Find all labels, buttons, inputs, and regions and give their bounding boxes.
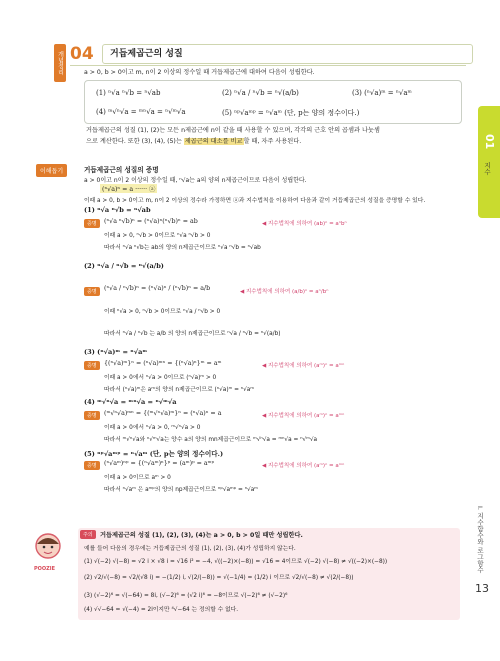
explain-heading: 거듭제곱근의 성질의 증명 (84, 166, 159, 174)
property-2: (2) ⁿ√a / ⁿ√b = ⁿ√(a/b) (222, 89, 299, 97)
poozie-avatar-icon (30, 530, 66, 566)
proof-3-badge: 증명 (84, 361, 100, 370)
proof-4-head: (4) ᵐ√ⁿ√a = ᵐⁿ√a = ⁿ√ᵐ√a (84, 398, 177, 406)
proof-4-l2: 이때 a > 0에서 ⁿ√a > 0, ᵐ√ⁿ√a > 0 (104, 425, 201, 431)
caution-line-3: (3) (√−2)⁶ = √(−64) = 8i, (√−2)⁶ = (√2 i)⁶ = −8이므로 √(−2)⁶ ≠ (√−2)⁶ (84, 593, 288, 599)
proof-5-head: (5) ⁿᵖ√aᵐᵖ = ⁿ√aᵐ (단, p는 양의 정수이다.) (84, 450, 224, 458)
section-title: 거듭제곱근의 성질 (102, 44, 473, 64)
proof-3-l2: 이때 a > 0에서 ⁿ√a > 0이므로 (ⁿ√a)ᵐ > 0 (104, 375, 217, 381)
page-number: 13 (475, 582, 489, 595)
unit-label: I. 지수함수와 로그함수 (476, 506, 484, 573)
description-line-2: 으로 계산한다. 또한 (3), (4), (5)는 제곱근의 대소를 비교할 때, 자주 사용된다. (86, 138, 302, 145)
proof-2-head: (2) ⁿ√a / ⁿ√b = ⁿ√(a/b) (84, 262, 164, 270)
proof-1-note: ◀ 지수법칙에 의하여 (ab)ⁿ = aⁿbⁿ (262, 221, 347, 227)
proof-1-l2: 이때 a > 0, ⁿ√b > 0이므로 ⁿ√a ⁿ√b > 0 (104, 233, 211, 239)
section-number: 04 (70, 44, 94, 64)
title-divider (70, 65, 466, 66)
description-line-1: 거듭제곱근의 성질 (1), (2)는 모든 n제곱근에 n이 같을 때 사용할 수 있으며, 각각의 근호 안의 곱셈과 나눗셈 (86, 127, 380, 134)
caution-heading: 거듭제곱근의 성질 (1), (2), (3), (4)는 a > 0, b > 0일 때만 성립한다. (100, 532, 303, 539)
explain-line-2: 이때 a > 0, b > 0이고 m, n이 2 이상의 정수라 가정하면 ⓐ과 지수법칙을 이용하여 다음과 같이 거듭제곱근의 성질을 증명할 수 있다. (84, 198, 426, 204)
explain-line-1: a > 0이고 n이 2 이상의 정수일 때, ⁿ√a는 a의 양의 n제곱근이므로 다음이 성립한다. (84, 177, 307, 184)
proof-2-l1: (ⁿ√a / ⁿ√b)ⁿ = (ⁿ√a)ⁿ / (ⁿ√b)ⁿ = a/b (104, 285, 211, 292)
proof-3-l1: {(ⁿ√a)ᵐ}ⁿ = (ⁿ√a)ᵐⁿ = {(ⁿ√a)ⁿ}ᵐ = aᵐ (104, 360, 222, 367)
proof-5-badge: 증명 (84, 461, 100, 470)
caution-badge: 주의 (80, 530, 96, 539)
proof-4-note: ◀ 지수법칙에 의하여 (aᵐ)ⁿ = aᵐⁿ (262, 413, 345, 419)
caution-line-1: (1) √(−2) √(−8) = √2 i × √8 i = √16 i² = −4, √((−2)×(−8)) = √16 = 4이므로 √(−2) √(−8) ≠ √((−2)×(−8)) (84, 559, 388, 565)
proof-1-l1: (ⁿ√a ⁿ√b)ⁿ = (ⁿ√a)ⁿ(ⁿ√b)ⁿ = ab (104, 218, 198, 225)
proof-2-badge: 증명 (84, 287, 100, 296)
proof-5-l2: 이때 a > 0이므로 aᵐ > 0 (104, 475, 171, 481)
proof-3-l3: 따라서 (ⁿ√a)ᵐ은 aᵐ의 양의 n제곱근이므로 (ⁿ√a)ᵐ = ⁿ√aᵐ (104, 387, 254, 393)
property-1: (1) ⁿ√a ⁿ√b = ⁿ√ab (96, 89, 161, 97)
proof-1-badge: 증명 (84, 219, 100, 228)
intro-text: a > 0, b > 0이고 m, n이 2 이상의 정수일 때 거듭제곱근에 대하여 다음이 성립한다. (84, 69, 315, 76)
caution-line-0: 예를 들어 다음의 경우에는 거듭제곱근의 성질 (1), (2), (3), (4)가 성립하지 않는다. (84, 546, 296, 552)
proof-4-l3: 따라서 ᵐ√ⁿ√a와 ⁿ√ᵐ√a는 양수 a의 양의 mn제곱근이므로 ᵐ√ⁿ√a = ᵐⁿ√a = ⁿ√ᵐ√a (104, 437, 318, 443)
proof-1-head: (1) ⁿ√a ⁿ√b = ⁿ√ab (84, 206, 151, 214)
sidebar-tab-concept: 개념정리 (54, 44, 66, 82)
proof-1-l3: 따라서 ⁿ√a ⁿ√b는 ab의 양의 n제곱근이므로 ⁿ√a ⁿ√b = ⁿ√ab (104, 245, 261, 251)
explain-badge: 이해돕기 (36, 164, 67, 177)
proof-2-note: ◀ 지수법칙에 의하여 (a/b)ⁿ = aⁿ/bⁿ (240, 289, 329, 295)
proof-2-l2: 이때 ⁿ√a > 0, ⁿ√b > 0이므로 ⁿ√a / ⁿ√b > 0 (104, 309, 221, 315)
highlight-text: 제곱근의 대소를 비교 (184, 138, 243, 145)
property-5: (5) ⁿᵖ√aᵐᵖ = ⁿ√aᵐ (단, p는 양의 정수이다.) (222, 109, 360, 117)
proof-3-note: ◀ 지수법칙에 의하여 (aᵐ)ⁿ = aᵐⁿ (262, 363, 345, 369)
caution-line-2: (2) √2/√(−8) = √2/(√8 i) = −(1/2) i, √(2/(−8)) = √(−1/4) = (1/2) i 이므로 √2/√(−8) ≠ √(2/(−8)) (84, 575, 354, 581)
chapter-tab: 01 지수 (478, 106, 500, 218)
caution-line-4: (4) √√−64 = √(−4) = 2i이지만 ⁴√−64 는 정의할 수 없다. (84, 607, 239, 613)
proof-5-l3: 따라서 ⁿ√aᵐ 은 aᵐᵖ의 양의 np제곱근이므로 ⁿᵖ√aᵐᵖ = ⁿ√aᵐ (104, 487, 258, 493)
proof-4-badge: 증명 (84, 411, 100, 420)
proof-4-l1: (ᵐ√ⁿ√a)ᵐⁿ = {(ᵐ√ⁿ√a)ᵐ}ⁿ = (ⁿ√a)ⁿ = a (104, 410, 222, 417)
property-3: (3) (ⁿ√a)ᵐ = ⁿ√aᵐ (352, 89, 412, 97)
proof-2-l3: 따라서 ⁿ√a / ⁿ√b 는 a/b 의 양의 n제곱근이므로 ⁿ√a / ⁿ√b = ⁿ√(a/b) (104, 331, 281, 337)
eq-star: (ⁿ√a)ⁿ = a ······ ⓐ (102, 186, 156, 193)
proof-5-note: ◀ 지수법칙에 의하여 (aᵐ)ⁿ = aᵐⁿ (262, 463, 345, 469)
proof-3-head: (3) (ⁿ√a)ᵐ = ⁿ√aᵐ (84, 348, 148, 356)
proof-5-l1: (ⁿ√aᵐ)ⁿᵖ = {(ⁿ√aᵐ)ⁿ}ᵖ = (aᵐ)ᵖ = aᵐᵖ (104, 460, 215, 467)
avatar-label: POOZIE (34, 566, 56, 572)
property-4: (4) ᵐ√ⁿ√a = ᵐⁿ√a = ⁿ√ᵐ√a (96, 108, 186, 116)
